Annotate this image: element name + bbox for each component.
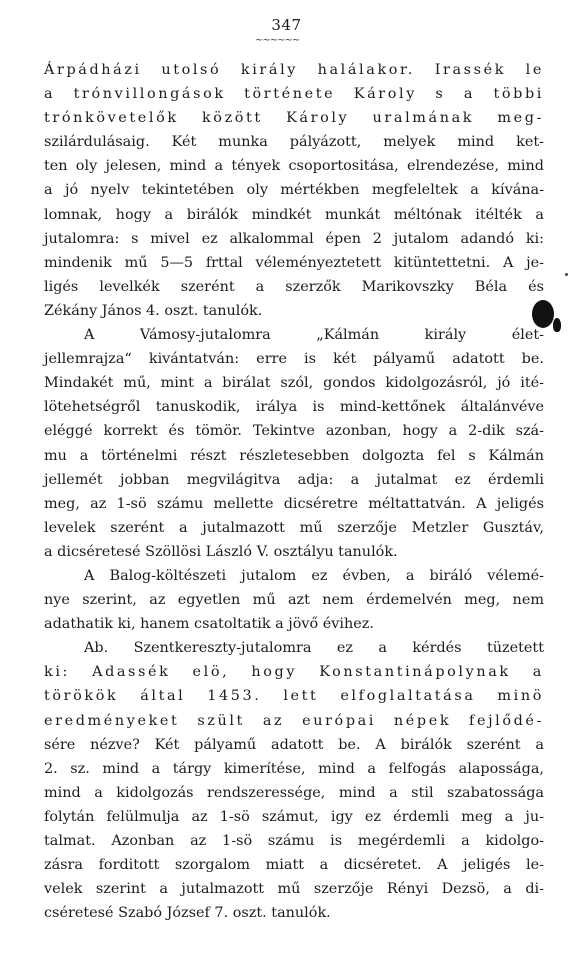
text-line: folytán felülmulja az 1-sö számut, igy ez érdemli meg a ju- [44,808,544,825]
text-line: cséretesé Szabó József 7. oszt. tanulók. [44,905,331,922]
text-line: jellemrajza“ kivántatván: erre is két pályamű adatott be. [44,351,544,368]
text-line: trónkövetelők között Károly uralmának meg- [44,110,544,127]
text-line: törökök által 1453. lett elfoglaltatása minö [44,688,544,705]
text-line: mindenik mű 5—5 frttal véleményeztetett kitüntettetni. A je- [44,254,544,271]
body-text [44,58,544,925]
text-line: zásra forditott szorgalom miatt a dicséretet. A jeligés le- [44,857,544,874]
text-line: adathatik ki, hanem csatoltatik a jövő évihez. [44,616,374,633]
ink-blot [553,318,561,332]
text-line: nye szerint, az egyetlen mű azt nem érdemelvén meg, nem [44,592,544,609]
text-line: lomnak, hogy a birálók mindkét munkát méltónak itélték a [44,206,544,223]
text-line: 2. sz. mind a tárgy kimerítése, mind a felfogás alapossága, [44,760,544,777]
text-line: ten oly jelesen, mind a tények csoportositása, elrendezése, mind [44,158,544,175]
text-line: Zékány János 4. oszt. tanulók. [44,302,263,319]
page-number-ornament: ~~~~~~ [255,35,300,46]
text-line: jellemét jobban megvilágitva adja: a jutalmat ez érdemli [44,471,544,488]
text-line: eléggé korrekt és tömör. Tekintve azonban, hogy a 2-dik szá- [44,423,544,440]
text-line: jutalomra: s mivel ez alkalommal épen 2 jutalom adandó ki: [44,230,544,247]
text-line: sére nézve? Két pályamű adatott be. A birálók szerént a [44,736,544,753]
text-line: Mindakét mű, mint a birálat szól, gondos kidolgozásról, jó ité- [44,375,544,392]
ink-speck [565,273,568,276]
text-line: lötehetségről tanuskodik, irálya is mind-kettőnek általánvéve [44,399,544,416]
text-line: eredményeket szült az európai népek fejlődé- [44,712,544,729]
text-line: Ab. Szentkereszty-jutalomra ez a kérdés tüzetett [84,640,544,657]
text-line: a jó nyelv tekintetében oly mértékben megfeleltek a kívána- [44,182,544,199]
text-line: talmat. Azonban az 1-sö számu is megérdemli a kidolgo- [44,833,544,849]
text-line: velek szerint a jutalmazott mű szerzője Rényi Dezsö, a di- [44,881,544,898]
text-line: a trónvillongások története Károly s a többi [44,86,544,103]
text-line: szilárdulásaig. Két munka pályázott, melyek mind ket- [44,134,544,151]
text-line: a dicséretesé Szöllösi László V. osztályu tanulók. [44,543,398,560]
ink-blot [532,300,554,328]
text-line: meg, az 1-sö számu mellette dicséretre méltattatván. A jeligés [44,495,544,512]
text-line: ligés levelkék szerént a szerzők Marikovszky Béla és [44,278,544,295]
text-line: mu a történelmi részt részletesebben dolgozta fel s Kálmán [44,447,544,464]
text-line: mind a kidolgozás rendszeressége, mind a stil szabatossága [44,784,544,801]
text-line: A Balog-költészeti jutalom ez évben, a biráló vélemé- [84,567,544,584]
text-line: Árpádházi utolsó király halálakor. Irassék le [44,62,544,78]
text-line: A Vámosy-jutalomra „Kálmán király élet- [84,327,544,344]
page-number: 347 [271,16,302,34]
text-line: ki: Adassék elö, hogy Konstantinápolynak a [44,664,544,681]
text-line: levelek szerént a jutalmazott mű szerzője Metzler Gusztáv, [44,519,544,536]
